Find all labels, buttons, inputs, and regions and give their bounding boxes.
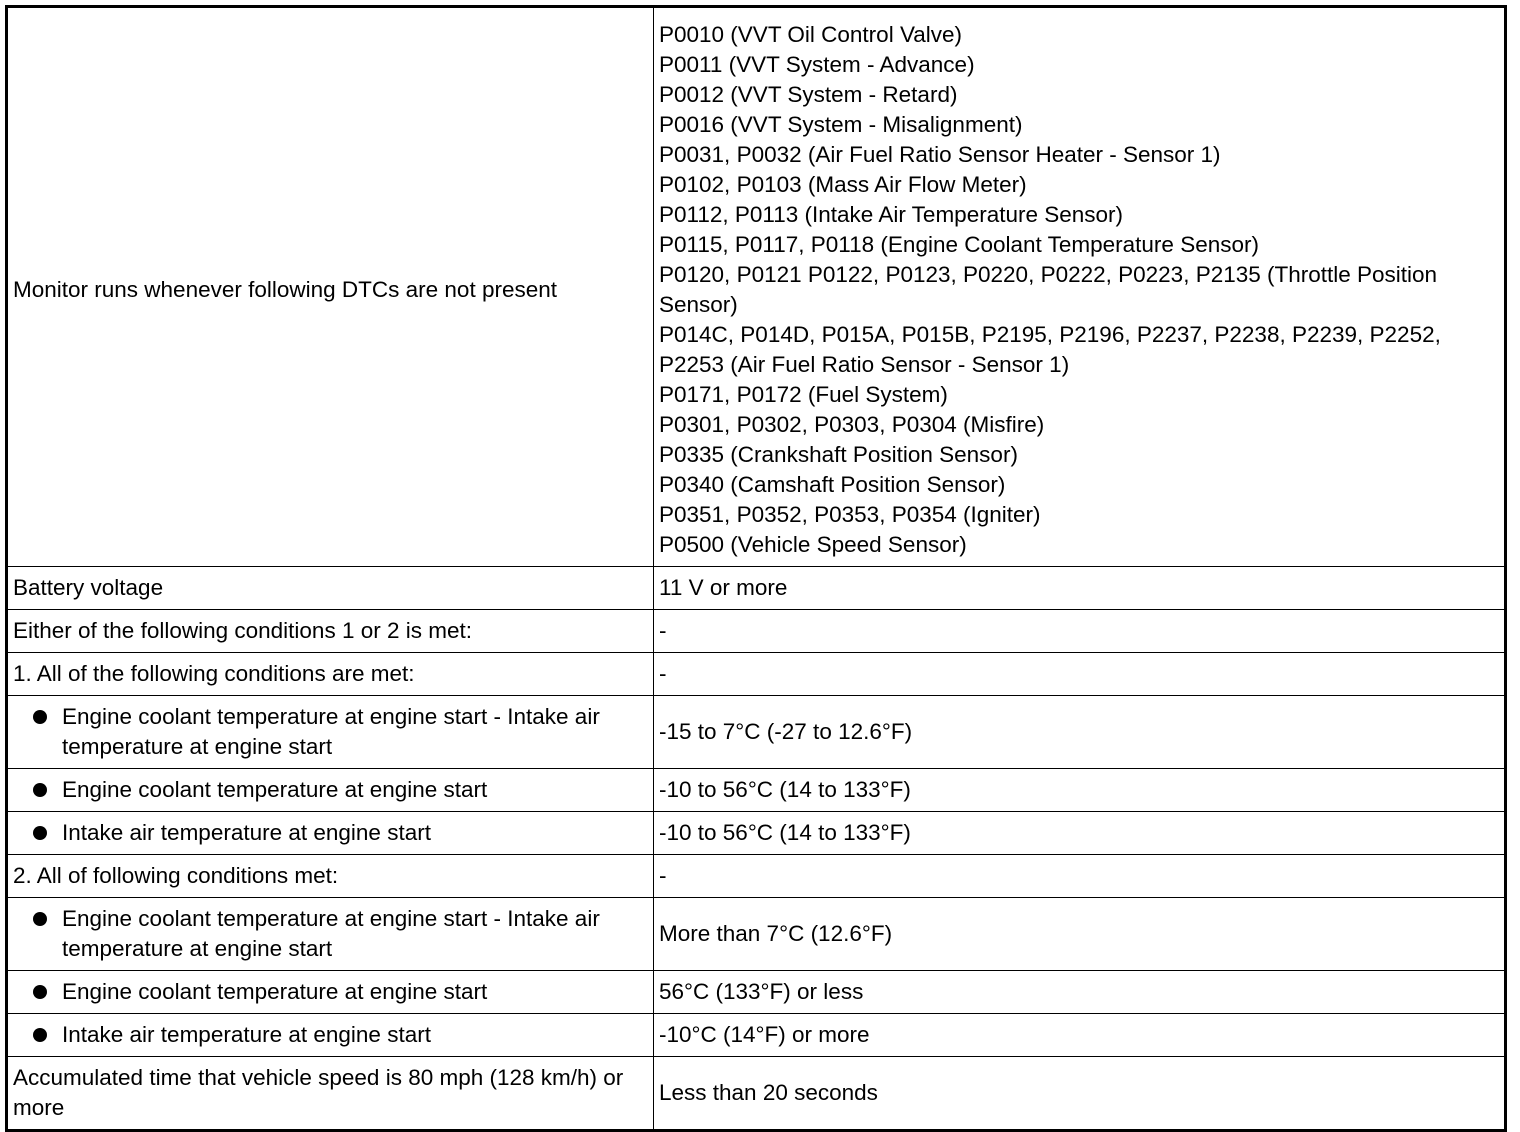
bullet-item	[13, 702, 648, 762]
condition-label-cell	[7, 971, 654, 1014]
condition-label: Intake air temperature at engine start	[62, 820, 431, 845]
condition-label-cell	[7, 898, 654, 971]
bullet-icon	[33, 826, 47, 840]
table-row-c1-intake-temp	[7, 812, 1506, 855]
dtc-item: P0340 (Camshaft Position Sensor)	[659, 472, 1006, 497]
table-row-c2-temp-difference	[7, 898, 1506, 971]
dtc-item: P0115, P0117, P0118 (Engine Coolant Temperature Sensor)	[659, 232, 1259, 257]
condition-value: -10 to 56°C (14 to 133°F)	[654, 769, 1506, 812]
dtc-item: P0171, P0172 (Fuel System)	[659, 382, 948, 407]
table-row-c2-intake-temp	[7, 1014, 1506, 1057]
bullet-icon	[33, 1028, 47, 1042]
condition-label: Engine coolant temperature at engine start	[62, 979, 488, 1004]
dtc-item: P0012 (VVT System - Retard)	[659, 82, 958, 107]
dtc-item: P0016 (VVT System - Misalignment)	[659, 112, 1023, 137]
condition-value: -	[654, 653, 1506, 696]
dtc-item: P0112, P0113 (Intake Air Temperature Sensor)	[659, 202, 1124, 227]
condition-label-cell	[7, 1014, 654, 1057]
table-row-c2-coolant-temp	[7, 971, 1506, 1014]
condition-value: More than 7°C (12.6°F)	[654, 898, 1506, 971]
bullet-icon	[33, 912, 47, 926]
table-row-condition-1-header	[7, 653, 1506, 696]
bullet-icon	[33, 985, 47, 999]
condition-value: -	[654, 610, 1506, 653]
condition-label-cell	[7, 812, 654, 855]
dtc-item: P0010 (VVT Oil Control Valve)	[659, 22, 963, 47]
condition-label: Engine coolant temperature at engine start	[62, 777, 488, 802]
monitor-conditions-table	[5, 5, 1507, 1132]
bullet-item	[13, 1020, 648, 1050]
dtc-item: P014C, P014D, P015A, P015B, P2195, P2196, P2237, P2238, P2239, P2252, P2253 (Air Fuel Ratio Sensor - Sensor 1)	[659, 322, 1441, 377]
condition-value: -15 to 7°C (-27 to 12.6°F)	[654, 696, 1506, 769]
condition-label: Either of the following conditions 1 or 2 is met:	[7, 610, 654, 653]
condition-value: 56°C (133°F) or less	[654, 971, 1506, 1014]
condition-label: Battery voltage	[7, 567, 654, 610]
table-row-dtc-list	[7, 7, 1506, 567]
dtc-item: P0500 (Vehicle Speed Sensor)	[659, 532, 967, 557]
table-row-battery-voltage	[7, 567, 1506, 610]
table-row-either-condition	[7, 610, 1506, 653]
bullet-item	[13, 818, 648, 848]
bullet-item	[13, 775, 648, 805]
condition-label-cell	[7, 696, 654, 769]
condition-value: -10 to 56°C (14 to 133°F)	[654, 812, 1506, 855]
condition-value: 11 V or more	[654, 567, 1506, 610]
condition-label: Accumulated time that vehicle speed is 80 mph (128 km/h) or more	[7, 1057, 654, 1131]
dtc-item: P0031, P0032 (Air Fuel Ratio Sensor Heater - Sensor 1)	[659, 142, 1221, 167]
condition-label: 2. All of following conditions met:	[7, 855, 654, 898]
table-row-c1-temp-difference	[7, 696, 1506, 769]
condition-value: Less than 20 seconds	[654, 1057, 1506, 1131]
condition-value: -	[654, 855, 1506, 898]
condition-label: Engine coolant temperature at engine start - Intake air temperature at engine start	[62, 704, 600, 759]
dtc-item: P0335 (Crankshaft Position Sensor)	[659, 442, 1018, 467]
dtc-row-label: Monitor runs whenever following DTCs are not present	[7, 7, 654, 567]
table-row-c1-coolant-temp	[7, 769, 1506, 812]
dtc-item: P0351, P0352, P0353, P0354 (Igniter)	[659, 502, 1041, 527]
bullet-item	[13, 977, 648, 1007]
bullet-icon	[33, 710, 47, 724]
condition-label: Engine coolant temperature at engine start - Intake air temperature at engine start	[62, 906, 600, 961]
dtc-item: P0102, P0103 (Mass Air Flow Meter)	[659, 172, 1027, 197]
bullet-item	[13, 904, 648, 964]
dtc-list	[654, 7, 1506, 567]
condition-label-cell	[7, 769, 654, 812]
condition-label: 1. All of the following conditions are met:	[7, 653, 654, 696]
table-row-vehicle-speed-time	[7, 1057, 1506, 1131]
dtc-item: P0120, P0121 P0122, P0123, P0220, P0222, P0223, P2135 (Throttle Position Sensor)	[659, 262, 1438, 317]
bullet-icon	[33, 783, 47, 797]
condition-label: Intake air temperature at engine start	[62, 1022, 431, 1047]
table-row-condition-2-header	[7, 855, 1506, 898]
condition-value: -10°C (14°F) or more	[654, 1014, 1506, 1057]
dtc-item: P0011 (VVT System - Advance)	[659, 52, 975, 77]
dtc-item: P0301, P0302, P0303, P0304 (Misfire)	[659, 412, 1045, 437]
